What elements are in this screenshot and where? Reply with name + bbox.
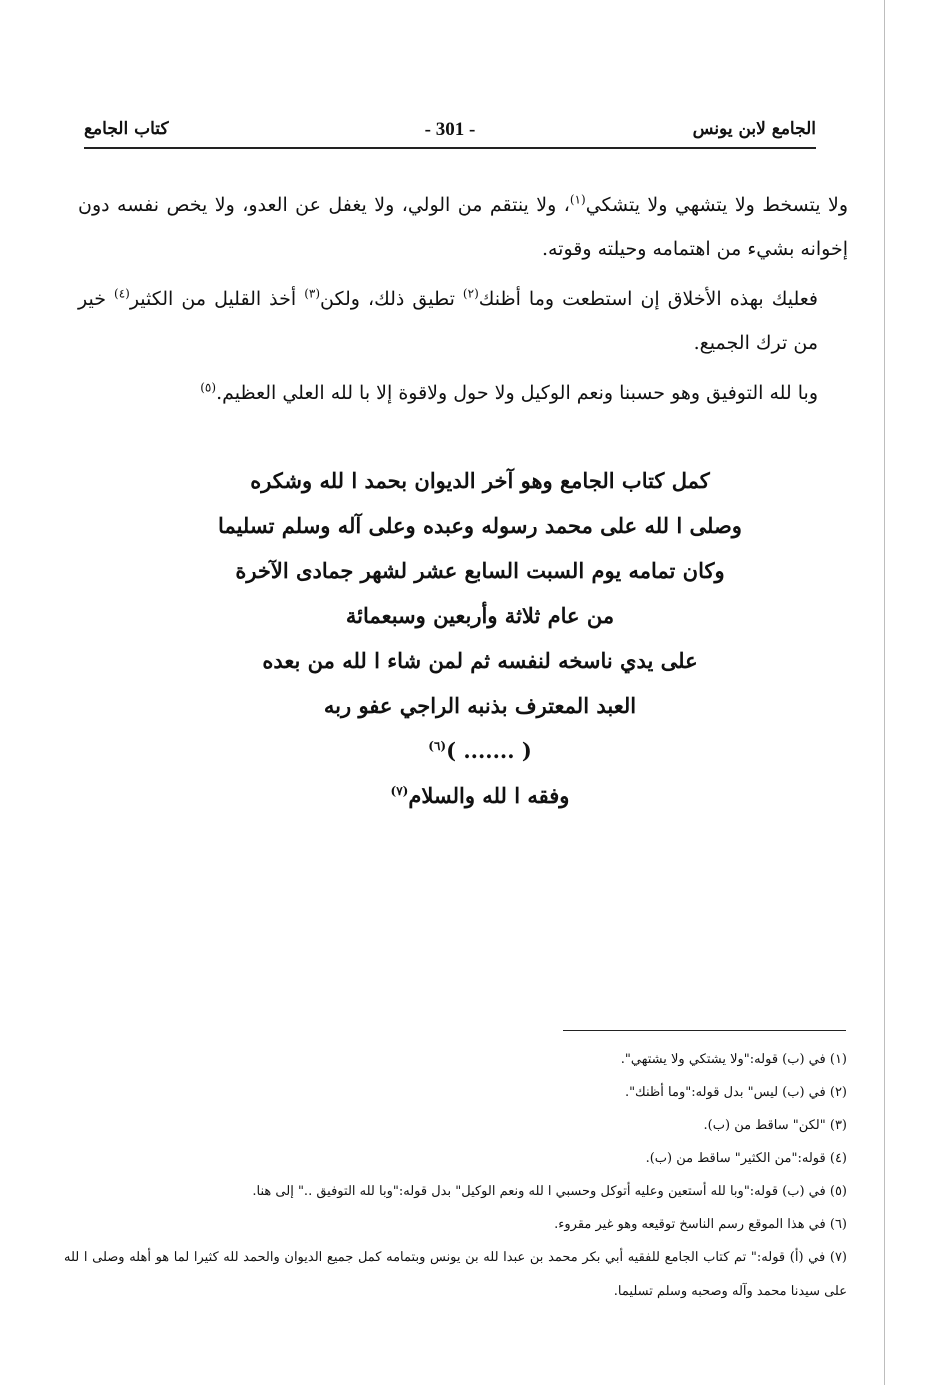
colophon-line: العبد المعترف بذنبه الراجي عفو ربه bbox=[323, 693, 637, 718]
footnote-ref[interactable]: (٣) bbox=[304, 286, 321, 301]
page-header bbox=[84, 117, 816, 149]
text-run: خير من ترك الجميع. bbox=[78, 288, 818, 354]
footnote-item: (٤) قوله:"من الكثير" ساقط من (ب). bbox=[645, 1151, 847, 1166]
colophon bbox=[180, 458, 780, 818]
footnote-ref[interactable]: (٦) bbox=[428, 739, 447, 753]
text-run: وبا لله التوفيق وهو حسبنا ونعم الوكيل ولا حول ولاقوة إلا با لله العلي العظيم. bbox=[216, 382, 818, 404]
colophon-line bbox=[180, 773, 780, 818]
footnote-ref[interactable]: (٥) bbox=[200, 380, 217, 395]
text-run: أخذ القليل bbox=[214, 288, 305, 310]
footnote-ref[interactable]: (١) bbox=[569, 192, 586, 207]
colophon-line bbox=[180, 728, 780, 773]
text-run: فعليك بهذه الأخلاق إن استطعت وما أظنك bbox=[478, 288, 818, 310]
footnote-ref[interactable]: (٢) bbox=[462, 286, 479, 301]
text-run: تطيق ذلك، ولكن bbox=[320, 288, 463, 310]
paragraph-2 bbox=[78, 277, 848, 365]
footnote-item: (٧) في (أ) قوله:" تم كتاب الجامع للفقيه أبي بكر محمد بن عبدا لله بن يونس وبتمامه كمل جميع الديوان والحمد لله كثيرا لما هو أهله وصلى ا لله على سيدنا محمد وآله وصحبه وسلم تسليما. bbox=[64, 1250, 847, 1299]
footnote-item: (٥) في (ب) قوله:"وبا لله أستعين وعليه أتوكل وحسبي ا لله ونعم الوكيل" بدل قوله:"وبا لله التوفيق .." إلى هنا. bbox=[252, 1184, 847, 1199]
footnote-item: (٢) في (ب) ليس" بدل قوله:"وما أظنك". bbox=[624, 1085, 847, 1100]
text-run: من الكثير bbox=[129, 288, 207, 310]
footnote-ref[interactable]: (٤) bbox=[114, 286, 130, 301]
colophon-line: على يدي ناسخه لنفسه ثم لمن شاء ا لله من بعده bbox=[262, 648, 698, 673]
footnotes bbox=[64, 1043, 847, 1309]
colophon-line: كمل كتاب الجامع وهو آخر الديوان بحمد ا لله وشكره bbox=[250, 468, 710, 493]
header-page-number: - 301 - bbox=[424, 119, 476, 140]
footnote-ref[interactable]: (٧) bbox=[390, 784, 409, 798]
footnote-item: (٣) "لكن" ساقط من (ب). bbox=[703, 1118, 847, 1133]
colophon-line: وصلى ا لله على محمد رسوله وعبده وعلى آله وسلم تسليما bbox=[218, 513, 742, 538]
text-run: ولا يخص نفسه دون إخوانه بشيء من اهتمامه وحيلته وقوته. bbox=[78, 194, 848, 260]
page-edge-line bbox=[884, 0, 885, 1385]
footnote-separator bbox=[563, 1030, 846, 1031]
footnote-item: (٦) في هذا الموقع رسم الناسخ توقيعه وهو غير مقروء. bbox=[554, 1217, 847, 1232]
text-run: ولا يتسخط ولا يتشهي ولا يتشكي bbox=[585, 194, 848, 216]
header-section-title: كتاب الجامع bbox=[84, 119, 169, 139]
header-book-title: الجامع لابن يونس bbox=[692, 119, 816, 139]
text-run: ( ....... ) bbox=[446, 738, 532, 763]
footnote-item: (١) في (ب) قوله:"ولا يشتكي ولا يشتهي". bbox=[620, 1052, 847, 1067]
colophon-line: وكان تمامه يوم السبت السابع عشر لشهر جمادى الآخرة bbox=[235, 558, 725, 583]
main-text bbox=[78, 183, 848, 421]
text-run: ، ولا ينتقم من الولي، ولا يغفل عن العدو، bbox=[242, 194, 570, 216]
paragraph-3 bbox=[78, 371, 848, 415]
paragraph-1 bbox=[78, 183, 848, 271]
colophon-line: من عام ثلاثة وأربعين وسبعمائة bbox=[345, 603, 615, 628]
text-run: وفقه ا لله والسلام bbox=[408, 783, 570, 808]
